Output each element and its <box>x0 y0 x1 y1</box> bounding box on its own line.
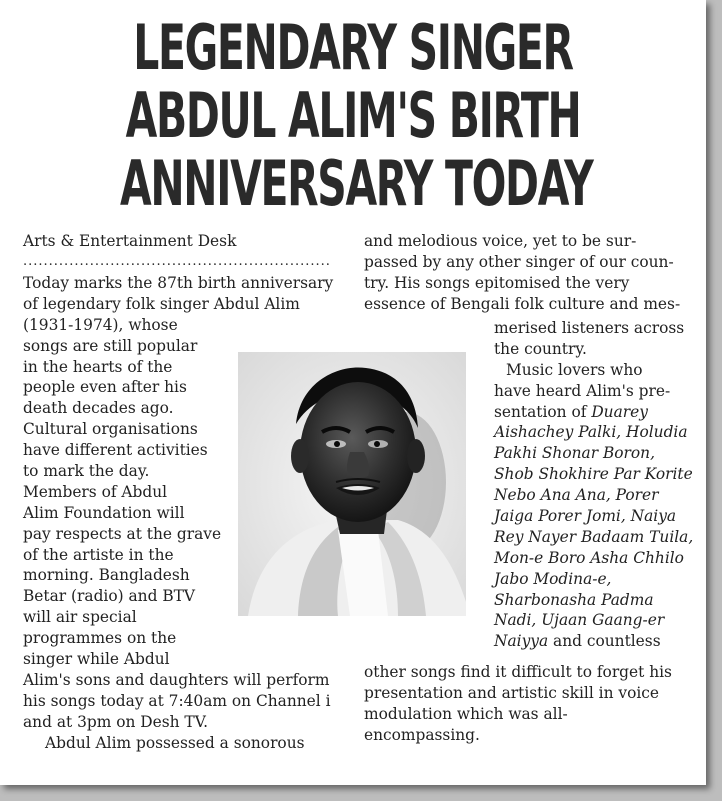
headline-line-3: ANNIVERSARY TODAY <box>120 147 593 220</box>
text-line: Today marks the 87th birth anniversary <box>23 274 334 292</box>
text-line: his songs today at 7:40am on Channel i <box>23 691 331 710</box>
text-line: have different activities <box>23 441 208 460</box>
headline <box>120 11 593 220</box>
text-line: and melodious voice, yet to be sur- <box>364 232 637 250</box>
text-line: of legendary folk singer Abdul Alim <box>23 294 300 313</box>
song-title-line: Aishachey Palki, Holudia <box>494 423 688 442</box>
song-title-line: Nadi, Ujaan Gaang-er <box>494 611 665 630</box>
text-line: Alim Foundation will <box>23 503 185 522</box>
right-column-top <box>364 231 684 315</box>
song-title-line: Mon-e Boro Asha Chhilo <box>494 548 684 567</box>
text-line <box>494 631 694 652</box>
song-title-fragment: Naiyya <box>494 632 549 651</box>
song-title-line: Nebo Ana Ana, Porer <box>494 486 659 505</box>
text-line: programmes on the <box>23 629 177 648</box>
text-line: encompassing. <box>364 725 480 744</box>
text-line: Abdul Alim possessed a sonorous <box>45 733 305 752</box>
text-line: other songs find it difficult to forget his <box>364 663 672 681</box>
text-line: in the hearts of the <box>23 357 173 376</box>
text-line: passed by any other singer of our coun- <box>364 252 674 271</box>
song-title-fragment: Duarey <box>591 402 648 421</box>
right-column-bottom <box>364 662 694 746</box>
text-line: songs are still popular <box>23 336 198 355</box>
right-column-side <box>494 318 694 652</box>
text-line: will air special <box>23 608 137 627</box>
text-line: the country. <box>494 339 587 358</box>
text-line: try. His songs epitomised the very <box>364 273 630 292</box>
text-line <box>494 402 694 423</box>
portrait-illustration <box>238 352 466 616</box>
text-line: Cultural organisations <box>23 420 198 439</box>
text-line: morning. Bangladesh <box>23 566 190 585</box>
text-line: essence of Bengali folk culture and mes- <box>364 294 681 313</box>
text-fragment: sentation of <box>494 402 592 421</box>
singer-portrait-photo <box>238 352 466 616</box>
byline: Arts & Entertainment Desk <box>23 232 237 250</box>
text-line: people even after his <box>23 378 187 397</box>
text-line: presentation and artistic skill in voice <box>364 683 659 702</box>
text-line: merised listeners across <box>494 319 685 337</box>
text-line: have heard Alim's pre- <box>494 381 671 400</box>
text-line: Music lovers who <box>506 360 643 379</box>
text-line: Betar (radio) and BTV <box>23 587 196 606</box>
text-line: and at 3pm on Desh TV. <box>23 712 209 731</box>
song-title-line: Sharbonasha Padma <box>494 590 654 609</box>
song-title-line: Jaiga Porer Jomi, Naiya <box>494 507 677 526</box>
text-line: death decades ago. <box>23 399 174 418</box>
text-fragment: and countless <box>548 632 661 651</box>
byline-separator: ............................................................ <box>23 253 331 269</box>
text-line: to mark the day. <box>23 462 150 481</box>
text-line: of the artiste in the <box>23 545 174 564</box>
text-line: (1931-1974), whose <box>23 315 178 334</box>
song-title-line: Jabo Modina-e, <box>494 569 612 588</box>
byline-block <box>23 231 343 272</box>
text-line: singer while Abdul <box>23 650 170 669</box>
text-line: Members of Abdul <box>23 482 168 501</box>
song-title-line: Rey Nayer Badaam Tuila, <box>494 527 694 546</box>
song-title-list <box>494 422 694 631</box>
headline-line-2: ABDUL ALIM'S BIRTH <box>125 79 581 152</box>
text-line: pay respects at the grave <box>23 524 222 543</box>
song-title-line: Shob Shokhire Par Korite <box>494 465 693 484</box>
text-line: modulation which was all- <box>364 704 568 723</box>
song-title-line: Pakhi Shonar Boron, <box>494 444 655 463</box>
text-line: Alim's sons and daughters will perform <box>23 670 330 689</box>
headline-line-1: LEGENDARY SINGER <box>133 11 573 84</box>
